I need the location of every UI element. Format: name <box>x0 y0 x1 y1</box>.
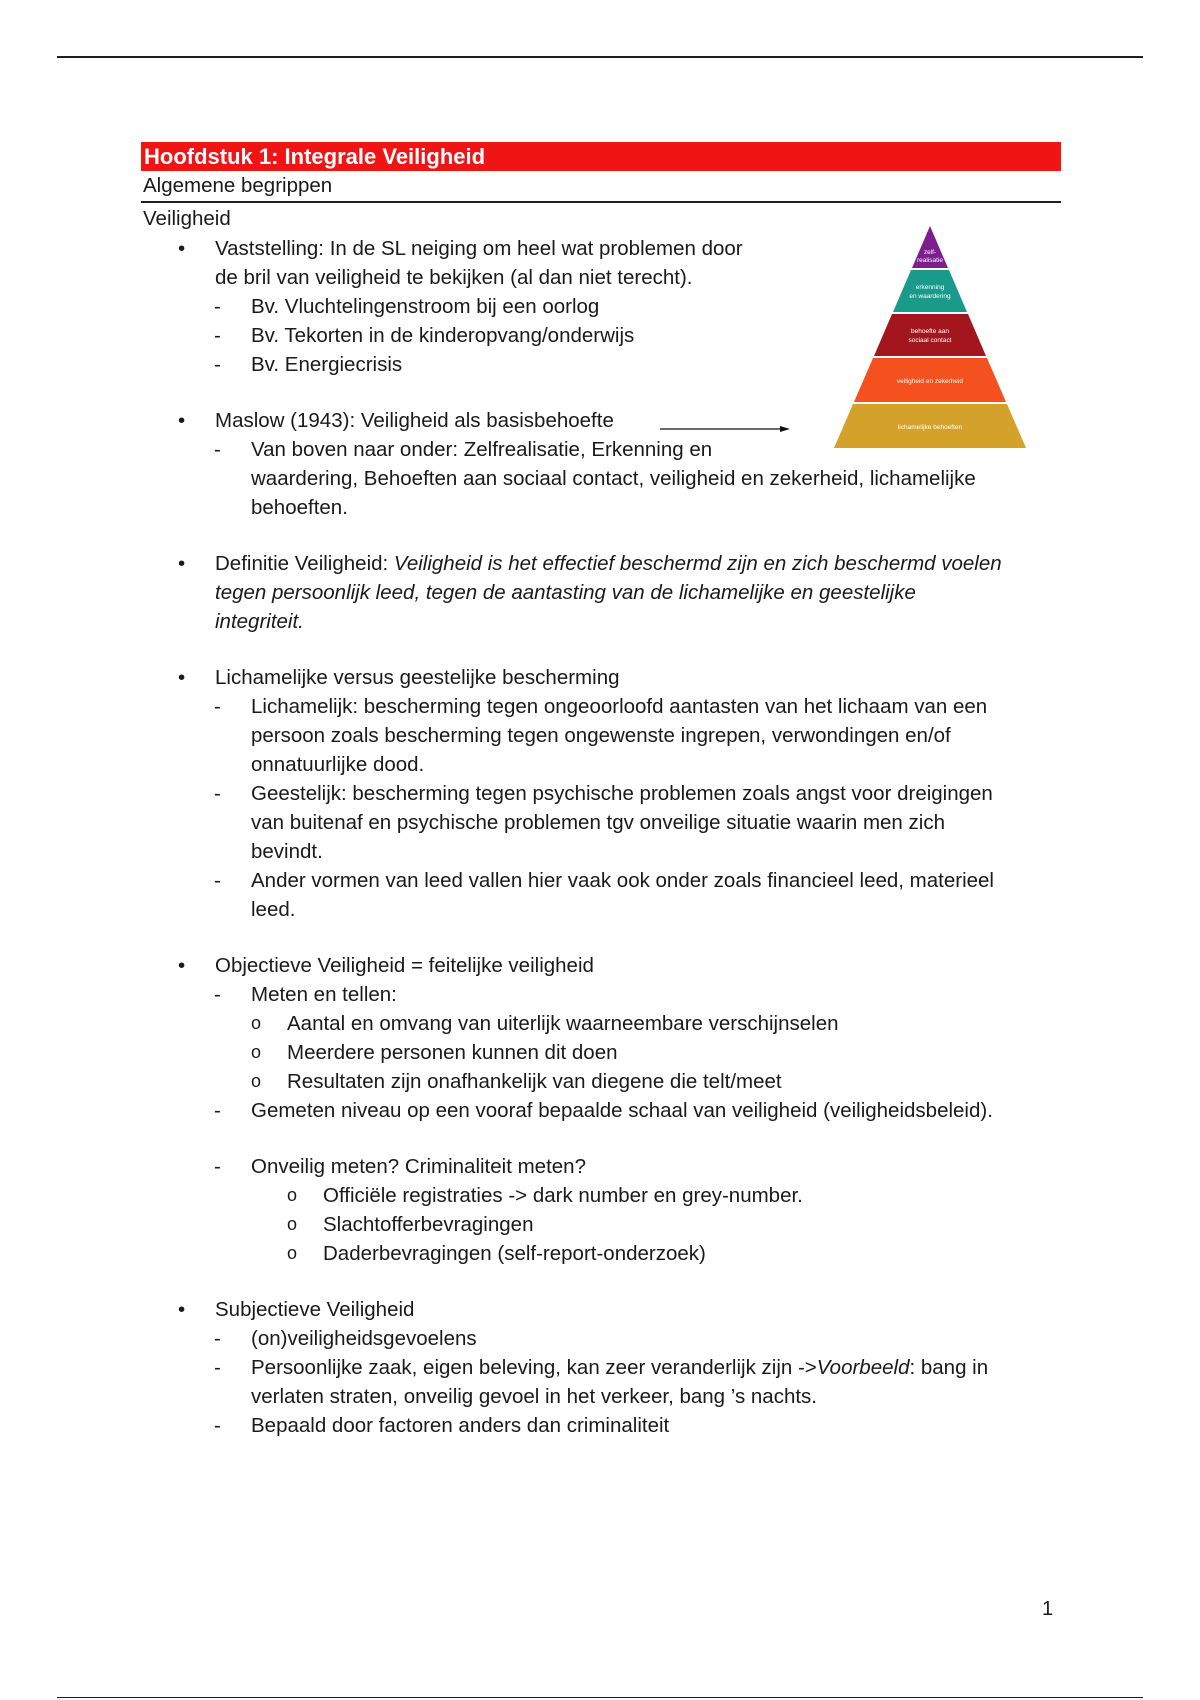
sub-item: - Geestelijk: bescherming tegen psychische problemen zoals angst voor dreigingen <box>214 782 993 805</box>
list-item-cont: tegen persoonlijk leed, tegen de aantasting van de lichamelijke en geestelijke <box>215 581 916 604</box>
list-item: • Objectieve Veiligheid = feitelijke veiligheid <box>178 954 594 977</box>
sub-item: - Van boven naar onder: Zelfrealisatie, Erkenning en <box>214 438 713 461</box>
sub-sub-item: o Resultaten zijn onafhankelijk van diegene die telt/meet <box>251 1070 782 1093</box>
sub-sub-item: o Daderbevragingen (self-report-onderzoek) <box>287 1242 706 1265</box>
chapter-title: Hoofdstuk 1: Integrale Veiligheid <box>141 142 1061 171</box>
list-item-definition: • Definitie Veiligheid: Veiligheid is het effectief beschermd zijn en zich beschermd voelen <box>178 552 1002 575</box>
sub-item: - Gemeten niveau op een vooraf bepaalde schaal van veiligheid (veiligheidsbeleid). <box>214 1099 993 1122</box>
sub-item: - (on)veiligheidsgevoelens <box>214 1327 477 1350</box>
sub-item-cont: bevindt. <box>251 840 323 863</box>
pyramid-label-2a: erkenning <box>915 284 945 291</box>
pyramid-label-2b: en waardering <box>909 293 951 300</box>
sub-item-cont: leed. <box>251 898 296 921</box>
sub-item: - Onveilig meten? Criminaliteit meten? <box>214 1155 586 1178</box>
sub-item-cont: behoeften. <box>251 496 348 519</box>
sub-item-cont: verlaten straten, onveilig gevoel in het verkeer, bang ’s nachts. <box>251 1385 817 1408</box>
list-item-cont: de bril van veiligheid te bekijken (al dan niet terecht). <box>215 266 693 289</box>
sub-sub-item: o Meerdere personen kunnen dit doen <box>251 1041 618 1064</box>
sub-item: - Ander vormen van leed vallen hier vaak ook onder zoals financieel leed, materieel <box>214 869 994 892</box>
sub-item: - Persoonlijke zaak, eigen beleving, kan zeer veranderlijk zijn ->Voorbeeld: bang in <box>214 1356 989 1379</box>
subtitle: Algemene begrippen <box>141 171 1061 203</box>
pyramid-label-1a: zelf- <box>923 249 937 256</box>
footer-rule <box>57 1697 1143 1698</box>
sub-item-cont: onnatuurlijke dood. <box>251 753 425 776</box>
pyramid-label-3a: behoefte aan <box>911 328 949 335</box>
sub-item: - Bv. Tekorten in de kinderopvang/onderwijs <box>214 324 635 347</box>
page-number: 1 <box>1042 1598 1054 1620</box>
sub-item: - Meten en tellen: <box>214 983 397 1006</box>
pyramid-label-4: veiligheid en zekerheid <box>896 378 964 385</box>
sub-sub-item: o Slachtofferbevragingen <box>287 1213 534 1236</box>
list-item: • Subjectieve Veiligheid <box>178 1298 415 1321</box>
pyramid-label-5: lichamelijke behoeften <box>897 424 963 431</box>
sub-item-cont: van buitenaf en psychische problemen tgv onveilige situatie waarin men zich <box>251 811 945 834</box>
list-item: • Lichamelijke versus geestelijke bescherming <box>178 666 620 689</box>
sub-item-cont: persoon zoals bescherming tegen ongewenste ingrepen, verwondingen en/of <box>251 724 951 747</box>
sub-item: - Lichamelijk: bescherming tegen ongeoorloofd aantasten van het lichaam van een <box>214 695 988 718</box>
pyramid-label-3b: sociaal contact <box>908 337 952 344</box>
header-rule <box>57 56 1143 58</box>
sub-sub-item: o Aantal en omvang van uiterlijk waarneembare verschijnselen <box>251 1012 839 1035</box>
pyramid-label-1b: realisatie <box>916 257 944 264</box>
sub-item: - Bv. Vluchtelingenstroom bij een oorlog <box>214 295 600 318</box>
list-item: • Maslow (1943): Veiligheid als basisbehoefte <box>178 409 614 432</box>
list-item: • Vaststelling: In de SL neiging om heel wat problemen door <box>178 237 743 260</box>
sub-item: - Bepaald door factoren anders dan criminaliteit <box>214 1414 670 1437</box>
list-item-cont: integriteit. <box>215 610 304 633</box>
sub-item: - Bv. Energiecrisis <box>214 353 403 376</box>
sub-item-cont: waardering, Behoeften aan sociaal contact, veiligheid en zekerheid, lichamelijke <box>251 467 976 490</box>
document-body <box>141 142 1061 1440</box>
section-heading: Veiligheid <box>143 207 231 230</box>
sub-sub-item: o Officiële registraties -> dark number en grey-number. <box>287 1184 803 1207</box>
